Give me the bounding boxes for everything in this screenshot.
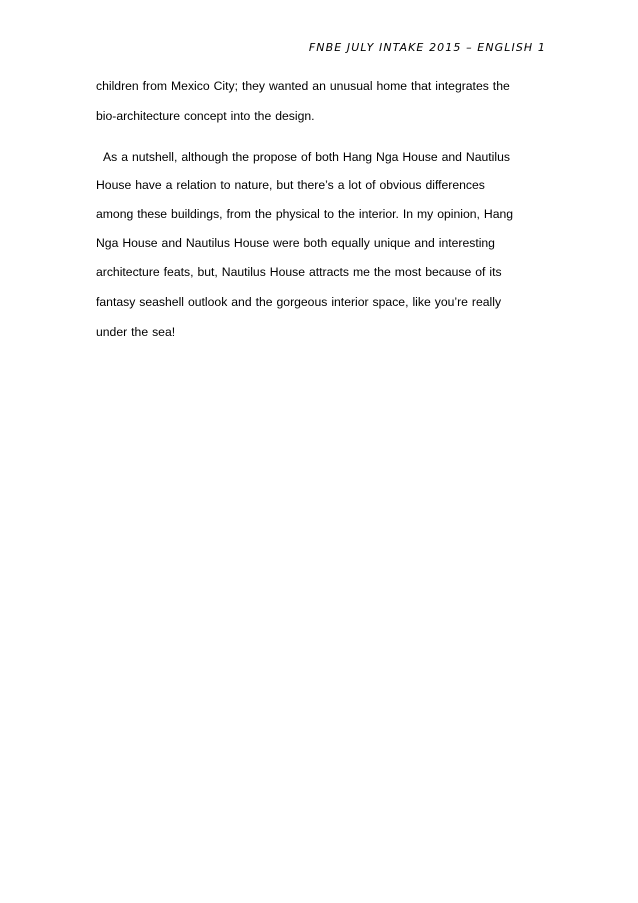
page-header: FNBE JULY INTAKE 2015 – ENGLISH 1 [308,41,546,54]
paragraph-2-line-3: among these buildings, from the physical to the interior. In my opinion, Hang [96,207,514,221]
paragraph-2-line-5: architecture feats, but, Nautilus House attracts me the most because of its [96,265,502,279]
paragraph-2-line-2: House have a relation to nature, but there’s a lot of obvious differences [96,178,485,192]
paragraph-1-line-1: children from Mexico City; they wanted an unusual home that integrates the [96,79,510,93]
paragraph-2-line-1: As a nutshell, although the propose of both Hang Nga House and Nautilus [103,150,510,164]
paragraph-2-line-6: fantasy seashell outlook and the gorgeous interior space, like you’re really [96,295,502,309]
paragraph-2-line-7: under the sea! [96,325,176,339]
paragraph-2-line-4: Nga House and Nautilus House were both equally unique and interesting [96,236,495,250]
paragraph-1-line-2: bio-architecture concept into the design. [96,109,315,123]
